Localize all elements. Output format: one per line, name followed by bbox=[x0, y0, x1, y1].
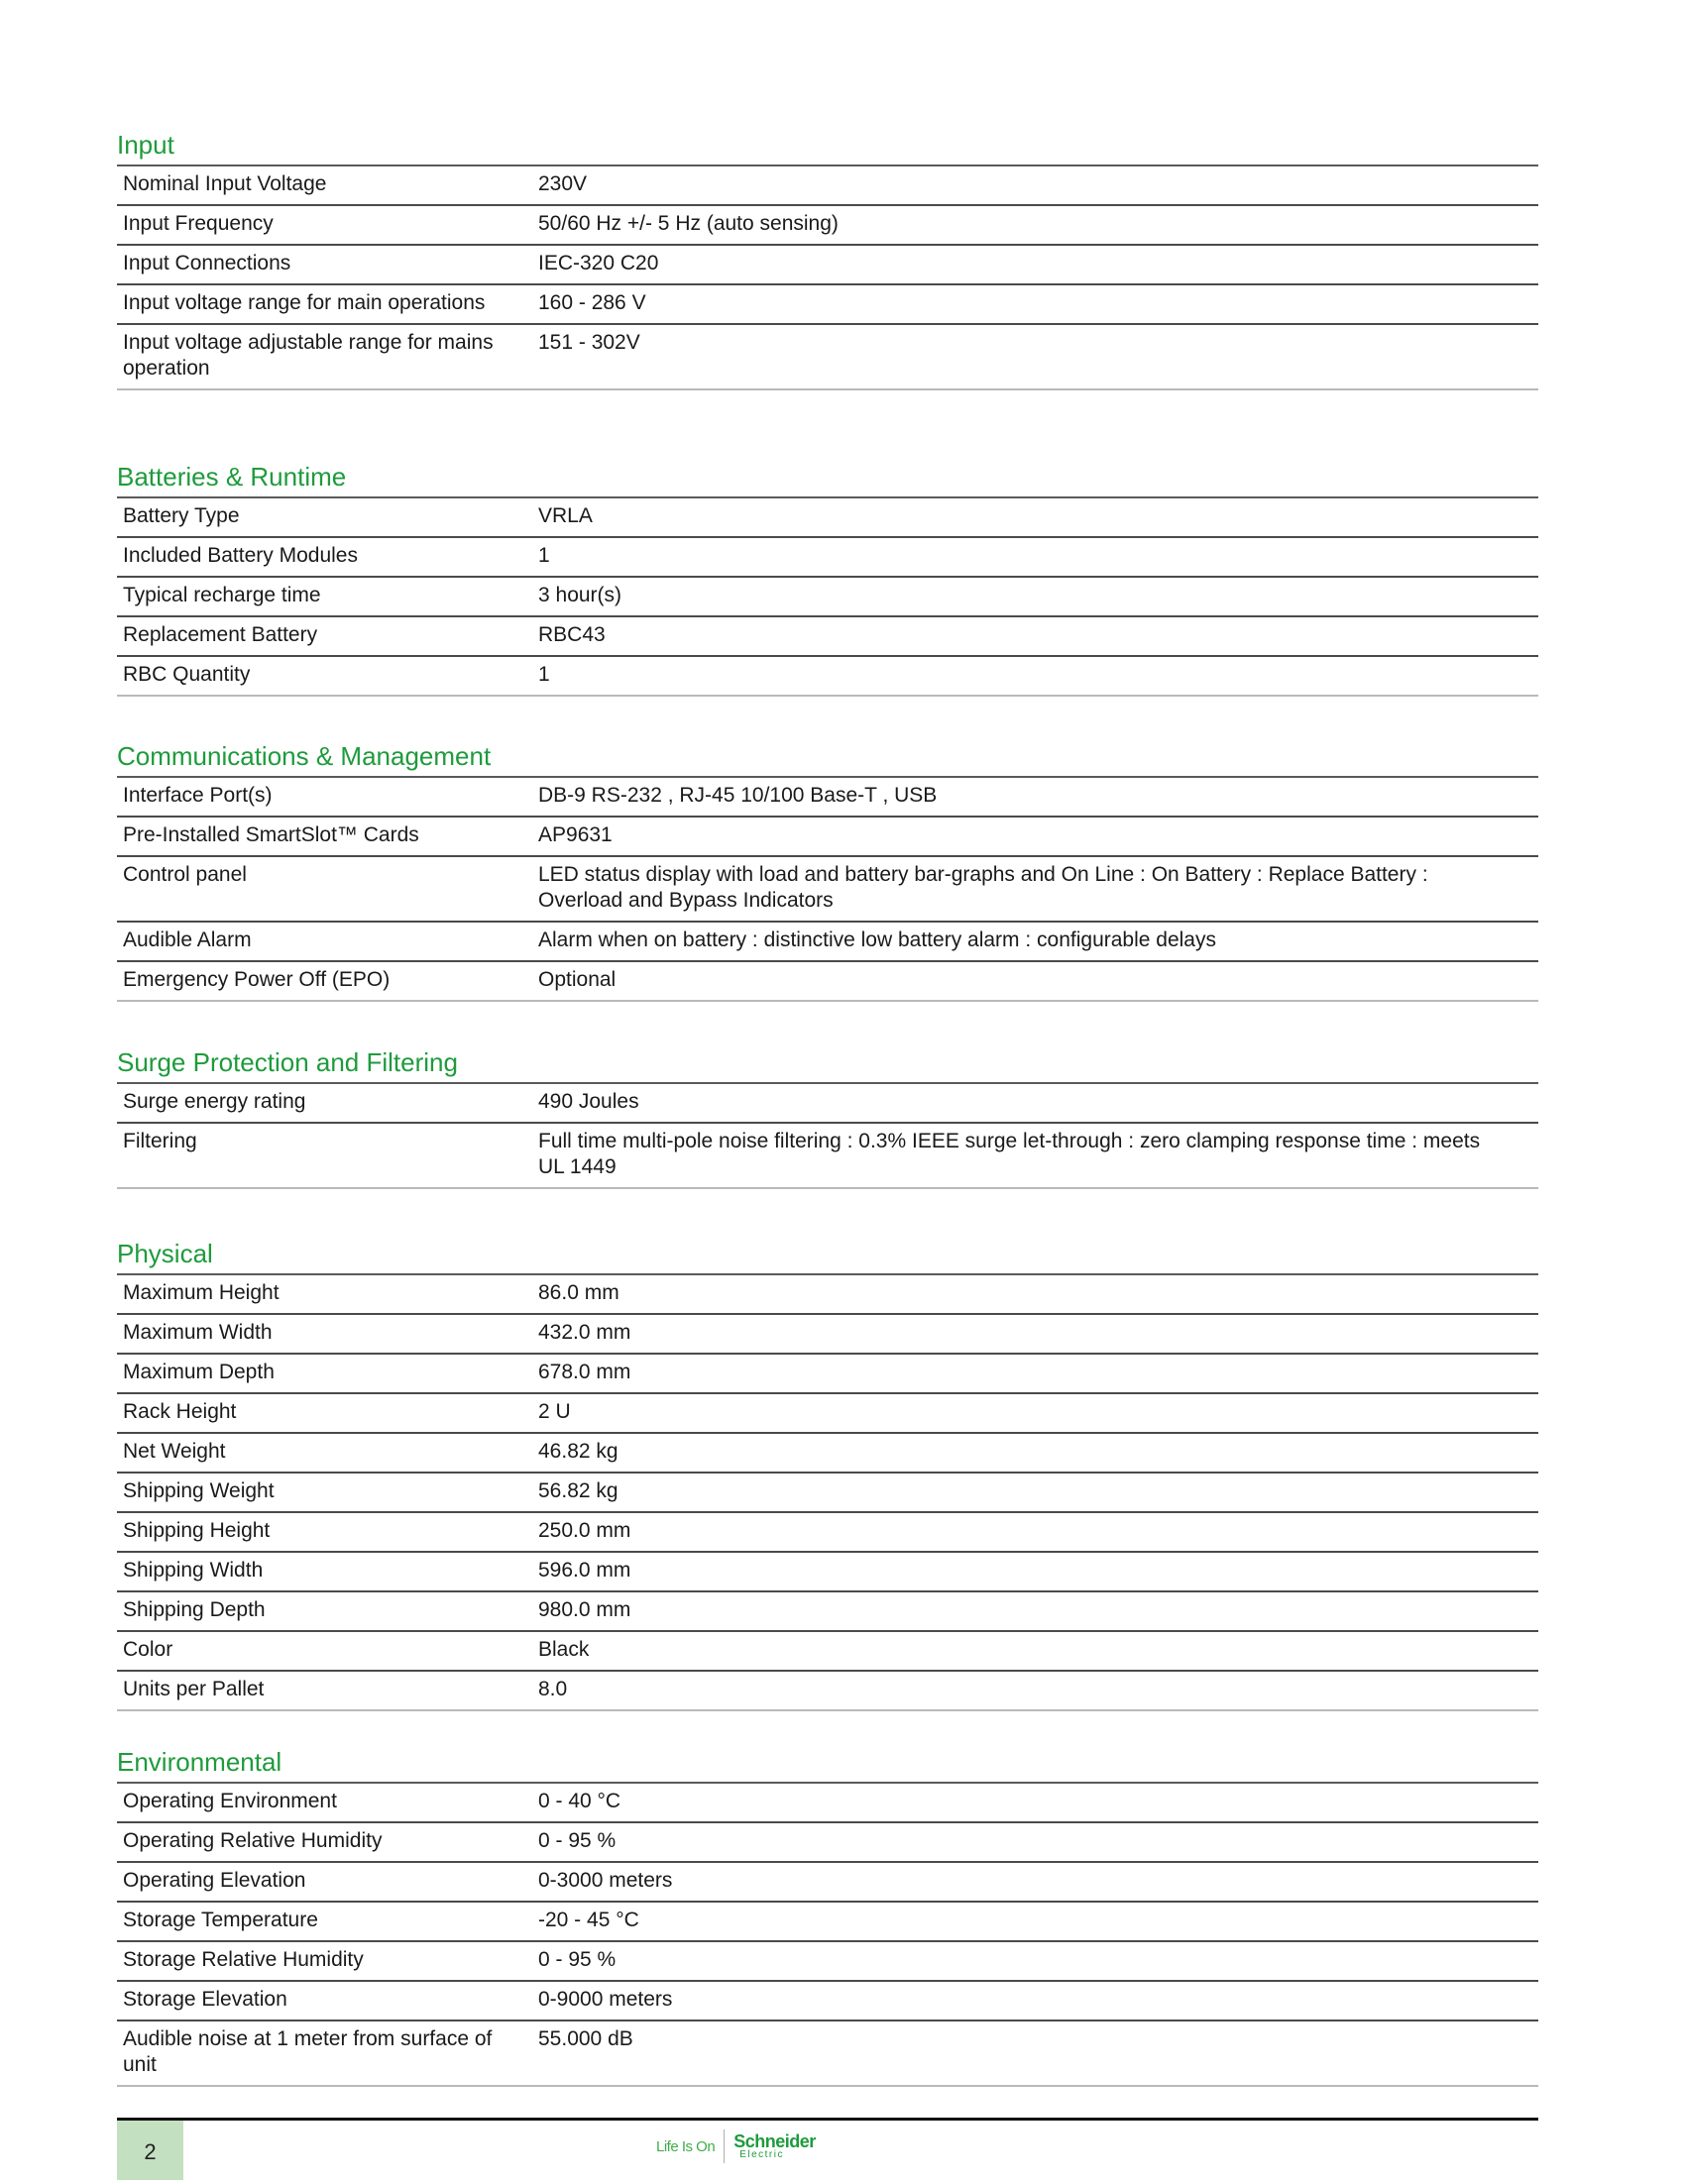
section-input bbox=[117, 130, 1538, 390]
spec-label: Battery Type bbox=[123, 504, 240, 527]
spec-value: 151 - 302V bbox=[538, 331, 640, 354]
spec-label: Shipping Height bbox=[123, 1519, 271, 1542]
table-row bbox=[117, 538, 1538, 578]
spec-value: 0 - 95 % bbox=[538, 1948, 617, 1971]
spec-value: AP9631 bbox=[538, 823, 613, 846]
spec-value: 230V bbox=[538, 172, 588, 195]
spec-value: 86.0 mm bbox=[538, 1281, 619, 1304]
spec-table bbox=[117, 1273, 1538, 1711]
spec-label: Shipping Weight bbox=[123, 1479, 275, 1502]
spec-value: 432.0 mm bbox=[538, 1321, 631, 1344]
spec-value: 490 Joules bbox=[538, 1090, 639, 1113]
spec-value: LED status display with load and battery bar-graphs and On Line : On Battery : Replace Battery : Overload and Bypass Indicators bbox=[538, 863, 1428, 912]
table-row bbox=[117, 1084, 1538, 1124]
spec-label: Maximum Depth bbox=[123, 1361, 275, 1383]
spec-value: 160 - 286 V bbox=[538, 291, 646, 314]
table-row bbox=[117, 2021, 1538, 2087]
spec-label: Maximum Width bbox=[123, 1321, 273, 1344]
spec-value: 46.82 kg bbox=[538, 1440, 618, 1463]
table-row bbox=[117, 166, 1538, 206]
table-row bbox=[117, 1784, 1538, 1823]
brand-separator bbox=[724, 2129, 725, 2163]
spec-value: 1 bbox=[538, 663, 550, 686]
table-row bbox=[117, 498, 1538, 538]
spec-value: 0 - 95 % bbox=[538, 1829, 617, 1852]
table-row bbox=[117, 285, 1538, 325]
spec-table bbox=[117, 1782, 1538, 2087]
brand-name: Schneider bbox=[733, 2131, 816, 2151]
spec-value: DB-9 RS-232 , RJ-45 10/100 Base-T , USB bbox=[538, 784, 938, 807]
table-row bbox=[117, 962, 1538, 1002]
table-row bbox=[117, 1275, 1538, 1315]
spec-value: 596.0 mm bbox=[538, 1559, 631, 1582]
spec-label: Rack Height bbox=[123, 1400, 237, 1423]
page-number: 2 bbox=[117, 2121, 183, 2180]
spec-value: 678.0 mm bbox=[538, 1361, 631, 1383]
section-physical bbox=[117, 1239, 1538, 1711]
spec-value: -20 - 45 °C bbox=[538, 1909, 639, 1931]
table-row bbox=[117, 818, 1538, 857]
spec-table bbox=[117, 776, 1538, 1002]
spec-value: Alarm when on battery : distinctive low battery alarm : configurable delays bbox=[538, 928, 1216, 951]
spec-value: 0 - 40 °C bbox=[538, 1790, 621, 1812]
section-title: Environmental bbox=[117, 1747, 282, 1777]
table-row bbox=[117, 1632, 1538, 1672]
table-row bbox=[117, 1474, 1538, 1513]
section-batteries-runtime bbox=[117, 462, 1538, 697]
schneider-logo-icon bbox=[733, 2132, 816, 2160]
spec-table bbox=[117, 164, 1538, 390]
section-title: Input bbox=[117, 130, 174, 160]
table-row bbox=[117, 1823, 1538, 1863]
table-row bbox=[117, 1553, 1538, 1592]
spec-label: Interface Port(s) bbox=[123, 784, 273, 807]
table-row bbox=[117, 1903, 1538, 1942]
spec-value: 55.000 dB bbox=[538, 2027, 633, 2050]
spec-label: Audible noise at 1 meter from surface of unit bbox=[123, 2027, 493, 2076]
brand-tagline: Life Is On bbox=[656, 2137, 716, 2155]
section-communications-management bbox=[117, 741, 1538, 1002]
spec-label: Storage Relative Humidity bbox=[123, 1948, 364, 1971]
table-row bbox=[117, 1315, 1538, 1355]
table-row bbox=[117, 1513, 1538, 1553]
table-row bbox=[117, 657, 1538, 697]
spec-label: Nominal Input Voltage bbox=[123, 172, 327, 195]
table-row bbox=[117, 1434, 1538, 1474]
spec-label: Shipping Width bbox=[123, 1559, 264, 1582]
spec-label: Typical recharge time bbox=[123, 584, 321, 606]
footer-divider bbox=[117, 2118, 1538, 2121]
spec-label: Input voltage adjustable range for mains operation bbox=[123, 331, 494, 380]
table-row bbox=[117, 1124, 1538, 1189]
spec-value: VRLA bbox=[538, 504, 593, 527]
spec-value: 3 hour(s) bbox=[538, 584, 622, 606]
spec-value: Optional bbox=[538, 968, 617, 991]
table-row bbox=[117, 1592, 1538, 1632]
section-title: Physical bbox=[117, 1239, 213, 1268]
spec-value: 50/60 Hz +/- 5 Hz (auto sensing) bbox=[538, 212, 839, 235]
spec-table bbox=[117, 496, 1538, 697]
spec-label: Color bbox=[123, 1638, 173, 1661]
section-environmental bbox=[117, 1747, 1538, 2087]
brand-logo bbox=[656, 2127, 816, 2166]
spec-label: Operating Environment bbox=[123, 1790, 337, 1812]
table-row bbox=[117, 246, 1538, 285]
spec-value: Black bbox=[538, 1638, 590, 1661]
spec-label: Surge energy rating bbox=[123, 1090, 306, 1113]
table-row bbox=[117, 1355, 1538, 1394]
spec-value: Full time multi-pole noise filtering : 0.3% IEEE surge let-through : zero clamping response time : meets UL 1449 bbox=[538, 1130, 1481, 1178]
table-row bbox=[117, 1982, 1538, 2021]
spec-label: RBC Quantity bbox=[123, 663, 251, 686]
spec-label: Input voltage range for main operations bbox=[123, 291, 486, 314]
table-row bbox=[117, 923, 1538, 962]
section-title: Batteries & Runtime bbox=[117, 462, 347, 491]
spec-value: 8.0 bbox=[538, 1678, 568, 1700]
section-title: Surge Protection and Filtering bbox=[117, 1047, 458, 1077]
spec-label: Pre-Installed SmartSlot™ Cards bbox=[123, 823, 419, 846]
spec-table bbox=[117, 1082, 1538, 1189]
spec-label: Storage Temperature bbox=[123, 1909, 318, 1931]
table-row bbox=[117, 578, 1538, 617]
spec-label: Audible Alarm bbox=[123, 928, 252, 951]
spec-label: Filtering bbox=[123, 1130, 197, 1152]
spec-label: Emergency Power Off (EPO) bbox=[123, 968, 391, 991]
table-row bbox=[117, 617, 1538, 657]
spec-value: 56.82 kg bbox=[538, 1479, 618, 1502]
spec-value: RBC43 bbox=[538, 623, 606, 646]
table-row bbox=[117, 1672, 1538, 1711]
table-row bbox=[117, 1863, 1538, 1903]
spec-label: Maximum Height bbox=[123, 1281, 280, 1304]
spec-label: Control panel bbox=[123, 863, 247, 886]
spec-value: 2 U bbox=[538, 1400, 571, 1423]
spec-label: Input Frequency bbox=[123, 212, 274, 235]
spec-value: IEC-320 C20 bbox=[538, 252, 659, 274]
spec-value: 1 bbox=[538, 544, 550, 567]
spec-label: Included Battery Modules bbox=[123, 544, 358, 567]
table-row bbox=[117, 778, 1538, 818]
section-surge-protection bbox=[117, 1047, 1538, 1189]
spec-label: Shipping Depth bbox=[123, 1598, 266, 1621]
spec-value: 250.0 mm bbox=[538, 1519, 631, 1542]
spec-value: 0-3000 meters bbox=[538, 1869, 673, 1892]
spec-label: Input Connections bbox=[123, 252, 291, 274]
spec-label: Operating Elevation bbox=[123, 1869, 306, 1892]
table-row bbox=[117, 206, 1538, 246]
table-row bbox=[117, 857, 1538, 923]
spec-label: Operating Relative Humidity bbox=[123, 1829, 383, 1852]
spec-label: Storage Elevation bbox=[123, 1988, 287, 2011]
spec-label: Units per Pallet bbox=[123, 1678, 265, 1700]
section-title: Communications & Management bbox=[117, 741, 492, 771]
spec-label: Replacement Battery bbox=[123, 623, 318, 646]
brand-subtitle: Electric bbox=[739, 2149, 784, 2160]
table-row bbox=[117, 325, 1538, 390]
spec-label: Net Weight bbox=[123, 1440, 226, 1463]
table-row bbox=[117, 1394, 1538, 1434]
spec-value: 0-9000 meters bbox=[538, 1988, 673, 2011]
spec-value: 980.0 mm bbox=[538, 1598, 631, 1621]
table-row bbox=[117, 1942, 1538, 1982]
